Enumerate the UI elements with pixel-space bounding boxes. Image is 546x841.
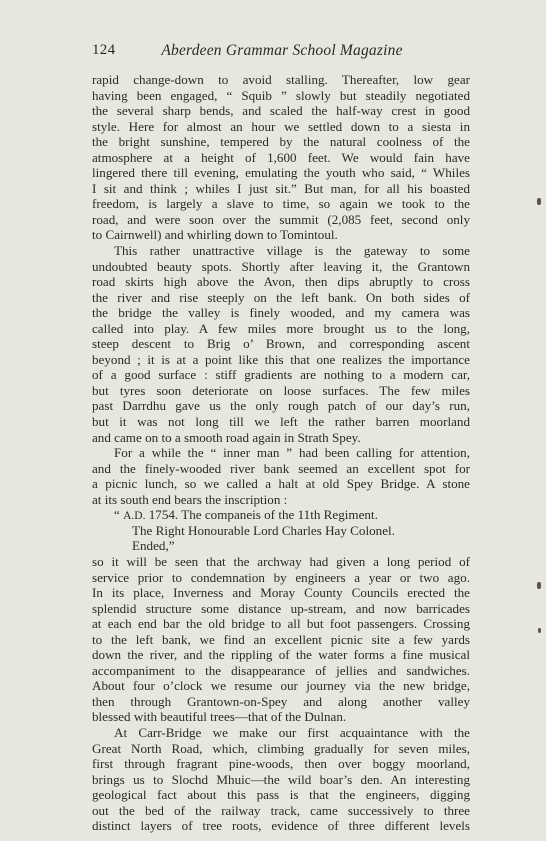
text-line: This rather unattractive village is the gateway to some	[114, 243, 470, 259]
text-line: splendid structure some distance up-stream, and now barricades	[92, 600, 470, 616]
text-line: rapid change-down to avoid stalling. Thereafter, low gear	[92, 72, 470, 87]
running-title: Aberdeen Grammar School Magazine	[161, 42, 403, 59]
text-line: geological fact about this pass is that the engineers, digging	[92, 787, 470, 803]
text-line: at each end bar the old bridge to all but foot passengers. Crossing	[92, 616, 470, 632]
text-line: “ A.D. 1754. The companeis of the 11th Regiment.	[114, 507, 378, 523]
text-line: undoubted beauty spots. Shortly after leaving it, the Grantown	[92, 258, 470, 274]
text-line: road skirts high above the Avon, then dips abruptly to cross	[92, 274, 470, 290]
text-line: The Right Honourable Lord Charles Hay Colonel.	[132, 522, 395, 538]
small-caps-text: A.D.	[123, 510, 146, 523]
text-line: road, and were soon over the summit (2,085 feet, second only	[92, 211, 470, 227]
text-line: beyond ; it is at a point like this that one realizes the importance	[92, 351, 470, 367]
text-line: down the river, and the rippling of the water forms a fine musical	[92, 647, 470, 663]
text-line: Ended,”	[132, 538, 175, 554]
text-line: In its place, Inverness and Moray County Councils erected the	[92, 585, 470, 601]
text-line: then through Grantown-on-Spey and along another valley	[92, 693, 470, 709]
text-line: I sit and think ; whiles I just sit.” But man, for all his boasted	[92, 180, 470, 196]
text-line: to Cairnwell) and whirling down to Tomintoul.	[92, 227, 338, 243]
text-line: Great North Road, which, climbing gradually for seven miles,	[92, 740, 470, 756]
text-line: the river and rise steeply on the left bank. On both sides of	[92, 289, 470, 305]
text-line: at its south end bears the inscription :	[92, 491, 288, 507]
text-line: distinct layers of tree roots, evidence of three different levels	[92, 818, 470, 834]
ink-speck-mark	[537, 198, 541, 205]
text-line: blessed with beautiful trees—that of the Dulnan.	[92, 709, 347, 725]
text-line: and the finely-wooded river bank seemed an excellent spot for	[92, 460, 470, 476]
text-line: past Darrdhu gave us the only rough patch of our day’s run,	[92, 398, 470, 414]
text-line: atmosphere at a height of 1,600 feet. We would fain have	[92, 149, 470, 165]
ink-speck-mark	[537, 582, 541, 589]
text-line: the bridge the valley is finely wooded, and my camera was	[92, 305, 470, 321]
text-line: At Carr-Bridge we make our first acquaintance with the	[114, 724, 470, 740]
text-line: of a good surface : stiff gradients are nothing to a modern car,	[92, 367, 470, 383]
text-line: and came on to a smooth road again in Strath Spey.	[92, 429, 361, 445]
text-line: For a while the “ inner man ” had been calling for attention,	[114, 445, 470, 461]
text-line: service prior to condemnation by engineers a year or two ago.	[92, 569, 470, 585]
text-line: to the left bank, we find an excellent picnic site a few yards	[92, 631, 470, 647]
text-line: having been engaged, “ Squib ” slowly but steadily negotiated	[92, 87, 470, 103]
text-line: the several sharp bends, and scaled the half-way crest in good	[92, 103, 470, 119]
page-header	[92, 42, 472, 62]
text-line: out the bed of the railway track, came successively to three	[92, 802, 470, 818]
text-line: a picnic lunch, so we called a halt at old Spey Bridge. A stone	[92, 476, 470, 492]
text-line: freedom, is largely a slave to time, so again we took to the	[92, 196, 470, 212]
text-line: called into play. A few miles more brought us to the long,	[92, 320, 470, 336]
text-line: steep descent to Brig o’ Brown, and corresponding ascent	[92, 336, 470, 352]
text-line: but tyres soon deteriorate on loose surfaces. The few miles	[92, 382, 470, 398]
text-line: About four o’clock we resume our journey via the new bridge,	[92, 678, 470, 694]
text-line: accompaniment to the disappearance of jellies and sandwiches.	[92, 662, 470, 678]
ink-speck-mark	[538, 628, 541, 633]
text-line: first through fragrant pine-woods, then over boggy moorland,	[92, 756, 470, 772]
text-line: so it will be seen that the archway had given a long period of	[92, 553, 470, 569]
body-text	[92, 72, 470, 834]
text-line: the bright sunshine, tempered by the natural coolness of the	[92, 134, 470, 150]
text-line: but it was not long till we left the rather barren moorland	[92, 414, 470, 430]
text-line: style. Here for almost an hour we settled down to a siesta in	[92, 118, 470, 134]
text-line: brings us to Slochd Mhuic—the wild boar’s den. An interesting	[92, 771, 470, 787]
text-line: lingered there till evening, emulating the youth who said, “ Whiles	[92, 165, 470, 181]
page-number: 124	[92, 42, 116, 58]
